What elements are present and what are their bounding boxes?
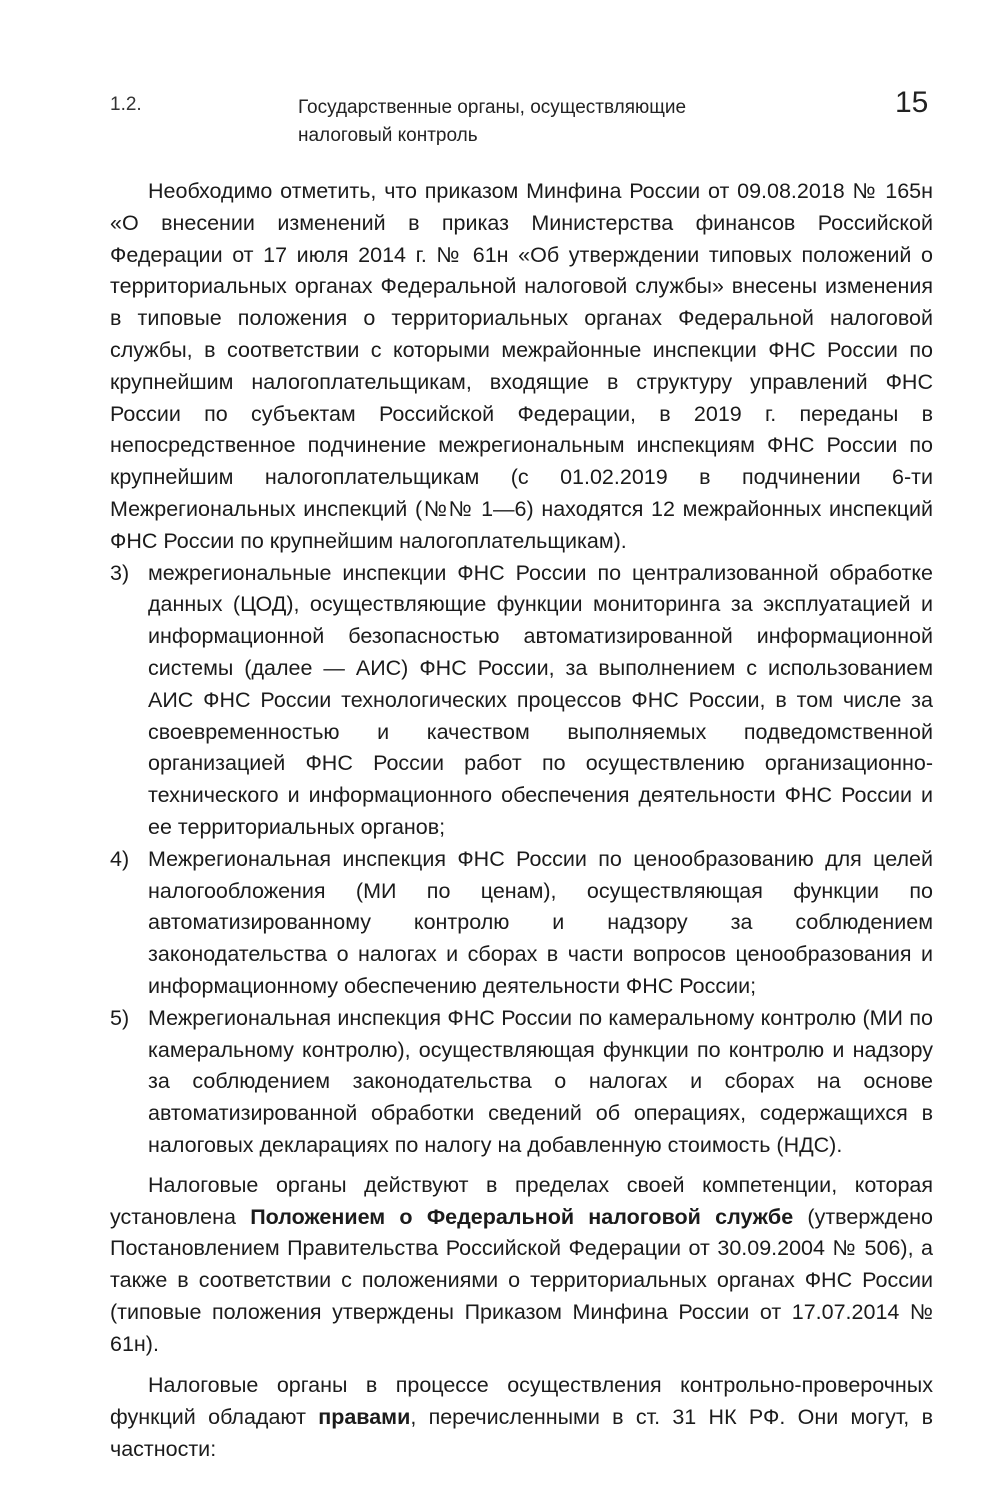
list-item bbox=[110, 558, 933, 844]
paragraph: Необходимо отметить, что приказом Минфина России от 09.08.2018 № 165н «О внесении изменений в приказ Министерства финансов Российской Федерации от 17 июля 2014 г. № 61н «Об утверждении типовых положений о территориальных органах Федеральной налоговой службы» внесены изменения в типовые положения о территориальных органах Федеральной налоговой службы, в соответствии с которыми межрайонные инспекции ФНС России по крупнейшим налогоплательщикам, входящие в структуру управлений ФНС России по субъектам Российской Федерации, в 2019 г. переданы в непосредственное подчинение межрегиональным инспекциям ФНС России по крупнейшим налогоплательщикам (с 01.02.2019 в подчинении 6-ти Межрегиональных инспекций (№№ 1—6) находятся 12 межрайонных инспекций ФНС России по крупнейшим налогоплательщикам). bbox=[110, 179, 933, 553]
list-item-number: 5) bbox=[110, 1005, 130, 1030]
list-item-number: 4) bbox=[110, 846, 130, 871]
paragraph bbox=[110, 1370, 933, 1465]
paragraph bbox=[110, 1170, 933, 1361]
running-title-line-1: Государственные органы, осуществляющие bbox=[298, 97, 687, 118]
running-header bbox=[0, 86, 1000, 152]
bold-term-rights: правами bbox=[318, 1405, 411, 1430]
list-item-text: межрегиональные инспекции ФНС России по централизованной обработке данных (ЦОД), осуществляющие функции мониторинга за эксплуатацией и информационной безопасностью автоматизированной информационной системы (далее — АИС) ФНС России, за выполнением с использованием АИС ФНС России технологических процессов ФНС России, в том числе за своевременностью и качеством выполняемых подведомственной организацией ФНС России работ по осуществлению организационно-технического и информационного обеспечения деятельности ФНС России и ее территориальных органов; bbox=[148, 560, 933, 839]
paragraph-text: (утверждено Постановлением Правительства Российской Федерации от 30.09.2004 № 506), а также в соответствии с положениями о территориальных органах ФНС России (типовые положения утверждены Приказом Минфина России от 17.07.2014 № 61н). bbox=[110, 1204, 933, 1356]
list-item-text: Межрегиональная инспекция ФНС России по камеральному контролю (МИ по камеральному контролю), осуществляющая функции по контролю и надзору за соблюдением законодательства о налогах и сборах на основе автоматизированной обработки сведений об операциях, содержащихся в налоговых декларациях по налогу на добавленную стоимость (НДС). bbox=[148, 1005, 933, 1157]
list-item-number: 3) bbox=[110, 560, 130, 585]
section-number: 1.2. bbox=[110, 94, 142, 115]
paragraph-text: Налоговые органы в процессе осуществления контрольно-проверочных функций обладают bbox=[110, 1373, 933, 1430]
list-item-text: Межрегиональная инспекция ФНС России по ценообразованию для целей налогообложения (МИ по ценам), осуществляющая функции по автоматизированному контролю и надзору за соблюдением законодательства о налогах и сборах в части вопросов ценообразования и информационному обеспечению деятельности ФНС России; bbox=[148, 846, 933, 998]
paragraph-text: Налоговые органы действуют в пределах своей компетенции, которая установлена bbox=[110, 1172, 933, 1229]
list-item bbox=[110, 844, 933, 1003]
body-text bbox=[110, 176, 933, 1466]
bold-term-fns-regulation: Положением о Федеральной налоговой службе bbox=[250, 1204, 794, 1229]
paragraph-text: , перечисленными в ст. 31 НК РФ. Они могут, в частности: bbox=[110, 1405, 933, 1462]
list-item bbox=[110, 1003, 933, 1162]
running-title bbox=[298, 94, 768, 150]
running-title-line-2: налоговый контроль bbox=[298, 125, 478, 146]
page-number: 15 bbox=[895, 86, 929, 119]
